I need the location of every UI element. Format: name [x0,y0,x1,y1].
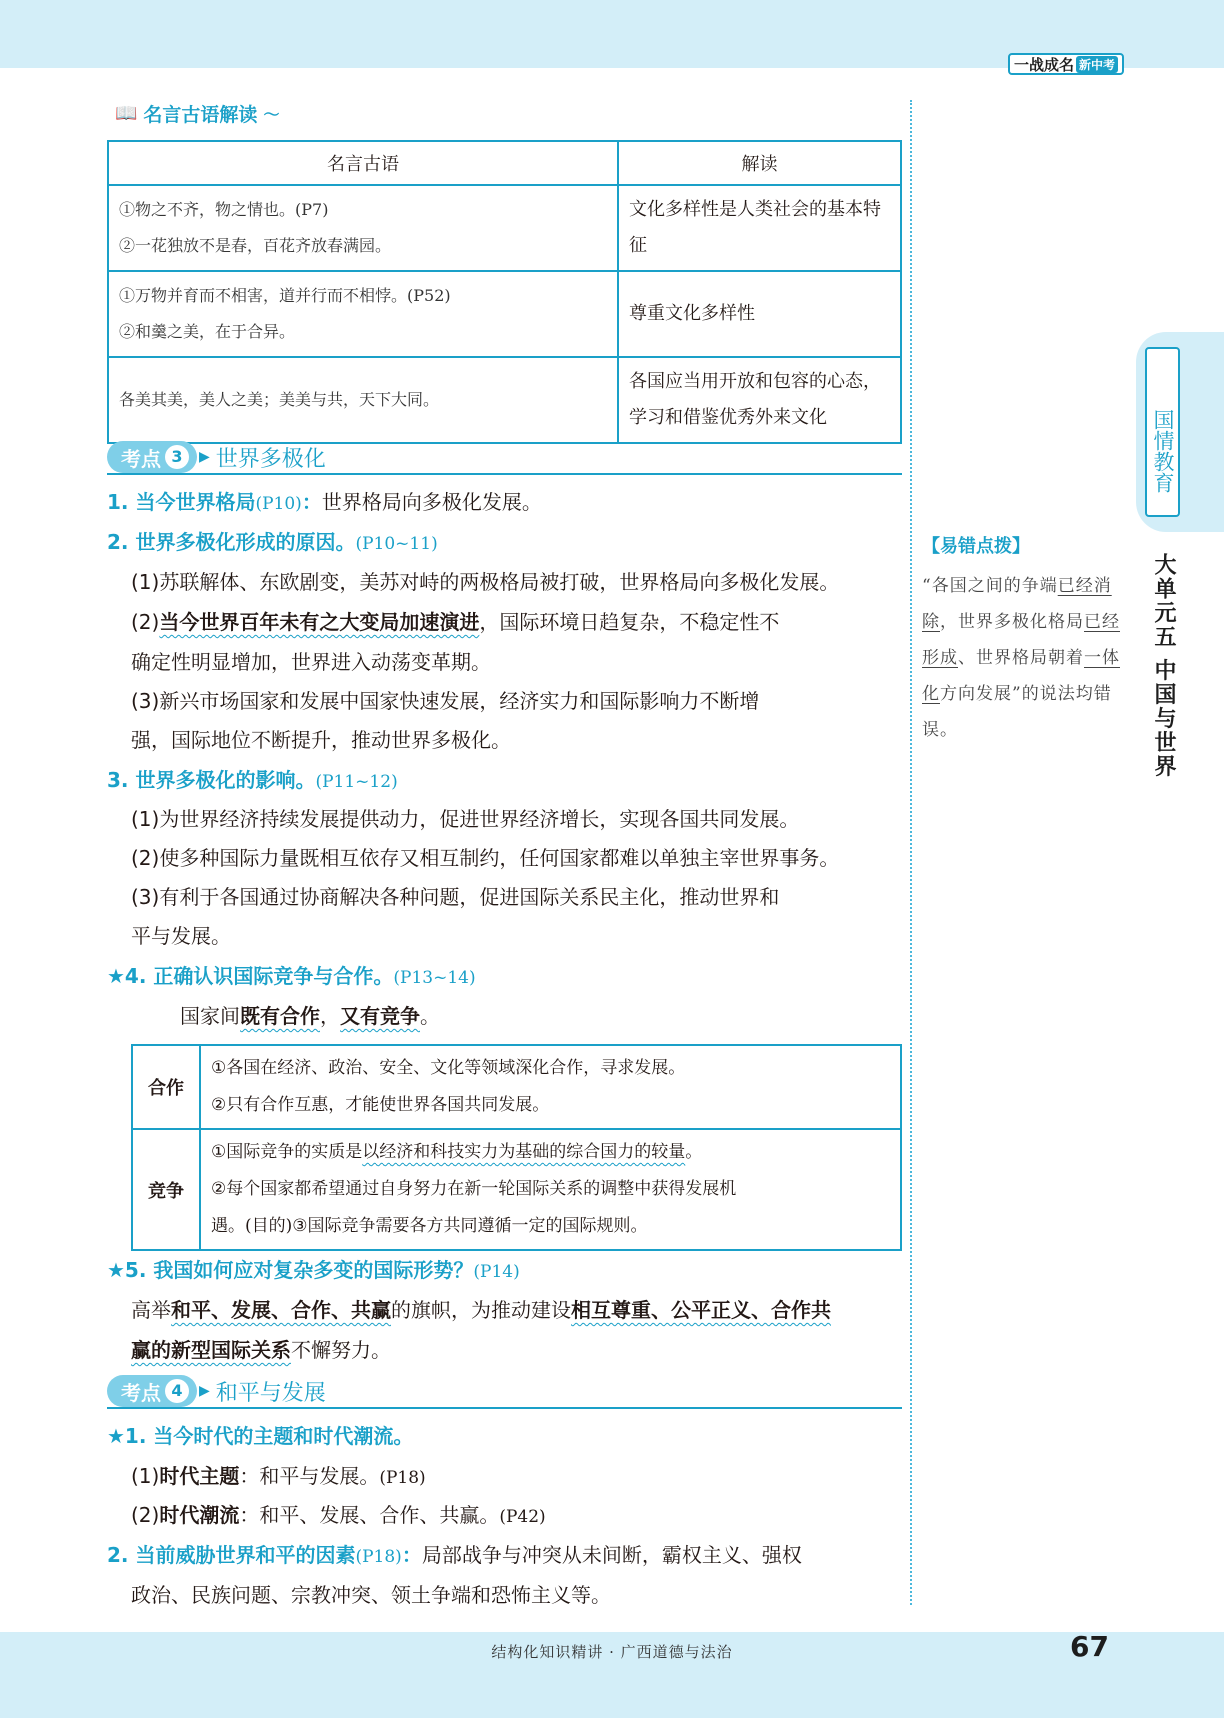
kp4-title: 和平与发展 [215,1380,326,1406]
quotes-table [107,140,902,444]
kp3-item3-p1: (1)为世界经济持续发展提供动力，促进世界经济增长，实现各国共同发展。 [131,807,800,831]
table-row: 合作 ①各国在经济、政治、安全、文化等领域深化合作，寻求发展。 ②只有合作互惠，才能使世界各国共同发展。 [132,1045,901,1129]
tip-body: “各国之间的争端已经消除，世界多极化格局已经形成、世界格局朝着一体化方向发展”的说法均错误。 [922,576,1120,740]
arrow-icon: ▶ [199,1383,210,1399]
brand-badge: 新中考 [1076,56,1118,73]
book-icon: 📖 [115,103,138,124]
arrow-icon: ▶ [199,449,210,465]
kp3-item4: ★4. 正确认识国际竞争与合作。(P13~14) [107,964,476,988]
column-divider [910,100,912,1605]
kp4-item1-p2: (2)时代潮流：和平、发展、合作、共赢。(P42) [131,1503,546,1527]
kp3-item5: ★5. 我国如何应对复杂多变的国际形势？(P14) [107,1258,520,1282]
table-row: ①万物并育而不相害，道并行而不相悖。(P52) ②和羹之美，在于合异。 尊重文化多样性 [108,271,901,357]
kp3-item3-p2: (2)使多种国际力量既相互依存又相互制约，任何国家都难以单独主宰世界事务。 [131,846,840,870]
kp3-item1: 1. 当今世界格局(P10)：世界格局向多极化发展。 [107,490,542,514]
kp4-item1-p1: (1)时代主题：和平与发展。(P18) [131,1464,426,1488]
kp3-item2-p3: (3)新兴市场国家和发展中国家快速发展，经济实力和国际影响力不断增 [131,689,760,713]
swirl-icon: 〜 [263,105,280,124]
kp3-item5-text: 高举和平、发展、合作、共赢的旗帜，为推动建设相互尊重、公平正义、合作共 [131,1298,831,1322]
cooperation-competition-table [131,1044,902,1251]
kp4-item2-b: 政治、民族问题、宗教冲突、领土争端和恐怖主义等。 [131,1583,611,1607]
table-header: 名言古语 [108,141,618,185]
kp3-item2-p3b: 强，国际地位不断提升，推动世界多极化。 [131,728,511,752]
kp3-header: 考点 3 ▶ 世界多极化 [107,441,902,475]
kp3-item2-p1: (1)苏联解体、东欧剧变，美苏对峙的两极格局被打破，世界格局向多极化发展。 [131,570,840,594]
table-row: ①物之不齐，物之情也。(P7) ②一花独放不是春，百花齐放春满园。 文化多样性是人类社会的基本特征 [108,185,901,271]
kp3-number: 3 [165,445,189,469]
brand-name: 一战成名 [1013,55,1074,74]
table-header: 解读 [618,141,901,185]
kp3-title: 世界多极化 [215,446,326,472]
table-row: 各美其美，美人之美；美美与共，天下大同。 各国应当用开放和包容的心态，学习和借鉴优秀外来文化 [108,357,901,443]
brand-logo [1008,53,1124,75]
page-number: 67 [1070,1630,1109,1663]
kp3-item2-p2b: 确定性明显增加，世界进入动荡变革期。 [131,650,491,674]
kp3-item2: 2. 世界多极化形成的原因。(P10~11) [107,530,438,554]
kp4-number: 4 [165,1379,189,1403]
kp4-header: 考点 4 ▶ 和平与发展 [107,1375,902,1409]
unit-title: 大单元五 中国与世界 [1151,553,1176,779]
kp3-item4-summary: 国家间既有合作，又有竞争。 [180,1004,440,1028]
kp4-item2: 2. 当前威胁世界和平的因素(P18)：局部战争与冲突从未间断，霸权主义、强权 [107,1543,802,1567]
kp3-item3: 3. 世界多极化的影响。(P11~12) [107,768,398,792]
kp3-item3-p3: (3)有利于各国通过协商解决各种问题，促进国际关系民主化，推动世界和 [131,885,780,909]
kp4-item1: ★1. 当今时代的主题和时代潮流。 [107,1424,414,1448]
kp3-item5-text2: 赢的新型国际关系不懈努力。 [131,1338,391,1362]
tip-title: 【易错点拨】 [922,536,1030,557]
kp3-item3-p3b: 平与发展。 [131,924,231,948]
side-tab-label: 国情教育 [1145,347,1180,517]
table-row: 竞争 ①国际竞争的实质是以经济和科技实力为基础的综合国力的较量。 ②每个国家都希望通过自身努力在新一轮国际关系的调整中获得发展机 遇。(目的)③国际竞争需要各方共同遵循一定的国际规则。 [132,1129,901,1250]
quotes-section-title: 📖 名言古语解读 〜 [115,103,280,126]
kp3-item2-p2: (2)当今世界百年未有之大变局加速演进，国际环境日趋复杂，不稳定性不 [131,610,780,634]
footer-text: 结构化知识精讲 · 广西道德与法治 [491,1643,733,1661]
